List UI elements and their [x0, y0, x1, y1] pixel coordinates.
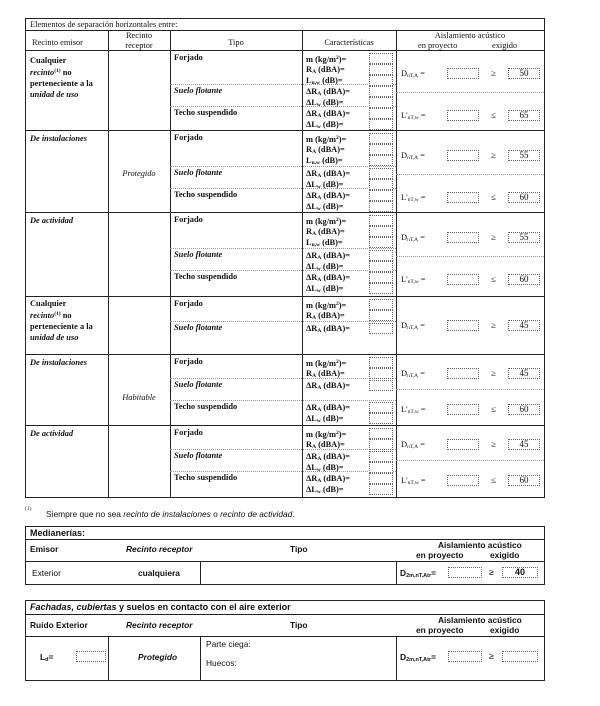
- metric-op: ≤: [491, 274, 496, 284]
- prop-label: ΔRA (dBA)=: [306, 403, 351, 413]
- prop-label: ΔRA (dBA)=: [306, 169, 351, 179]
- prop-input-31[interactable]: [369, 451, 393, 462]
- metric-en-proyecto-input-3[interactable]: [447, 192, 479, 203]
- metric-label: DnT,A =: [401, 233, 425, 243]
- prop-label: ΔLw (dB)=: [306, 98, 344, 108]
- tipo-forjado: Forjado: [174, 215, 203, 224]
- prop-input-29[interactable]: [369, 428, 393, 439]
- prop-input-10[interactable]: [369, 168, 393, 179]
- emisor-instalaciones-habitable: De instalaciones: [30, 358, 87, 367]
- metric-en-proyecto-input-4[interactable]: [447, 232, 479, 243]
- prop-input-16[interactable]: [369, 237, 393, 248]
- metric-en-proyecto-input-7[interactable]: [447, 368, 479, 379]
- metric-en-proyecto-input-2[interactable]: [447, 150, 479, 161]
- prop-input-7[interactable]: [369, 133, 393, 144]
- metric-label: DnT,A =: [401, 321, 425, 331]
- footnote-mark: (1): [25, 506, 32, 512]
- tipo-suelo-flotante: Suelo flotante: [174, 323, 223, 332]
- prop-label: ΔLw (dB)=: [306, 202, 344, 212]
- prop-input-15[interactable]: [369, 226, 393, 237]
- prop-label: ΔRA (dBA)=: [306, 273, 351, 283]
- emisor-actividad-protegido: De actividad: [30, 216, 74, 225]
- prop-input-0[interactable]: [369, 53, 393, 64]
- fachadas-title: Fachadas, cubiertas y suelos en contacto con el aire exterior: [30, 602, 291, 612]
- prop-label: ΔLw (dB)=: [306, 463, 344, 473]
- medianerias-h-receptor: Recinto receptor: [126, 544, 193, 554]
- prop-label: ΔRA (dBA)=: [306, 251, 351, 261]
- metric-en-proyecto-input-10[interactable]: [447, 475, 479, 486]
- prop-input-2[interactable]: [369, 75, 393, 86]
- prop-input-1[interactable]: [369, 64, 393, 75]
- fachadas-h-receptor: Recinto receptor: [126, 620, 193, 630]
- receptor-protegido: Protegido: [122, 169, 156, 178]
- medianerias-h-aislamiento: Aislamiento acústico: [438, 540, 522, 550]
- metric-op: ≤: [491, 475, 496, 485]
- metric-exigido-value: 50: [508, 68, 540, 79]
- emisor-cualquier-protegido: Cualquier recinto$^{(1)}$ no perteneciente a la unidad de uso: [30, 56, 93, 99]
- prop-label: RA (dBA)=: [306, 440, 345, 450]
- prop-label: m $(kg/m^2)=$: [306, 430, 347, 439]
- prop-input-26[interactable]: [369, 380, 393, 391]
- prop-label: RA (dBA)=: [306, 369, 345, 379]
- medianerias-receptor: cualquiera: [138, 568, 180, 578]
- prop-label: ΔRA (dBA)=: [306, 452, 351, 462]
- prop-input-6[interactable]: [369, 119, 393, 130]
- prop-label: ΔLw (dB)=: [306, 180, 344, 190]
- tipo-forjado: Forjado: [174, 428, 203, 437]
- prop-label: ΔRA (dBA)=: [306, 324, 351, 334]
- metric-label: L'nT,w =: [401, 405, 426, 415]
- prop-input-20[interactable]: [369, 283, 393, 294]
- fachadas-huecos: Huecos:: [206, 658, 237, 668]
- metric-en-proyecto-input-0[interactable]: [447, 68, 479, 79]
- fachadas-h-en-proyecto: en proyecto: [416, 625, 464, 635]
- prop-label: ΔRA (dBA)=: [306, 474, 351, 484]
- medianerias-h-exigido: exigido: [490, 550, 520, 560]
- prop-label: RA (dBA)=: [306, 311, 345, 321]
- section-title: Elementos de separación horizontales entre:: [30, 20, 178, 29]
- fachadas-h-exigido: exigido: [490, 625, 520, 635]
- fachadas-metric: D2m,nT,Atr=: [400, 652, 437, 663]
- medianerias-h-en-proyecto: en proyecto: [416, 550, 464, 560]
- prop-input-4[interactable]: [369, 97, 393, 108]
- prop-input-25[interactable]: [369, 368, 393, 379]
- prop-input-19[interactable]: [369, 272, 393, 283]
- metric-op: ≥: [491, 68, 496, 78]
- tipo-techo-suspendido: Techo suspendido: [174, 402, 238, 411]
- metric-exigido-value: 60: [508, 475, 540, 486]
- metric-exigido-value: 45: [508, 368, 540, 379]
- prop-input-22[interactable]: [369, 310, 393, 321]
- prop-label: m $(kg/m^2)=$: [306, 359, 347, 368]
- prop-input-30[interactable]: [369, 439, 393, 450]
- fachadas-h-aislamiento: Aislamiento acústico: [438, 615, 522, 625]
- prop-input-5[interactable]: [369, 108, 393, 119]
- fachadas-receptor: Protegido: [138, 652, 178, 662]
- metric-op: ≤: [491, 192, 496, 202]
- metric-op: ≥: [491, 232, 496, 242]
- fachadas-en-proyecto-input[interactable]: [448, 651, 482, 662]
- prop-input-27[interactable]: [369, 402, 393, 413]
- metric-exigido-value: 45: [508, 320, 540, 331]
- fachadas-ld-label: Ld=: [40, 652, 54, 663]
- prop-input-3[interactable]: [369, 86, 393, 97]
- prop-label: ΔLw (dB)=: [306, 485, 344, 495]
- metric-op: ≤: [491, 110, 496, 120]
- metric-exigido-value: 65: [508, 110, 540, 121]
- metric-label: L'nT,w =: [401, 275, 426, 285]
- fachadas-h-tipo: Tipo: [290, 620, 308, 630]
- emisor-actividad-habitable: De actividad: [30, 429, 74, 438]
- prop-input-34[interactable]: [369, 484, 393, 495]
- medianerias-exigido-value: 40: [502, 567, 538, 578]
- prop-label: ΔLw (dB)=: [306, 414, 344, 424]
- medianerias-en-proyecto-input[interactable]: [448, 567, 482, 578]
- fachadas-exigido-input[interactable]: [502, 651, 538, 662]
- prop-label: m $(kg/m^2)=$: [306, 217, 347, 226]
- medianerias-op: ≥: [489, 567, 494, 577]
- metric-en-proyecto-input-8[interactable]: [447, 404, 479, 415]
- prop-label: ΔRA (dBA)=: [306, 381, 351, 391]
- metric-en-proyecto-input-5[interactable]: [447, 274, 479, 285]
- prop-label: ΔRA (dBA)=: [306, 109, 351, 119]
- prop-label: Ln,w (dB)=: [306, 156, 343, 166]
- prop-label: m $(kg/m^2)=$: [306, 135, 347, 144]
- metric-en-proyecto-input-6[interactable]: [447, 320, 479, 331]
- prop-label: RA (dBA)=: [306, 227, 345, 237]
- tipo-suelo-flotante: Suelo flotante: [174, 168, 223, 177]
- header-aislamiento: Aislamiento acústico: [434, 31, 506, 40]
- tipo-techo-suspendido: Techo suspendido: [174, 473, 238, 482]
- prop-label: ΔLw (dB)=: [306, 284, 344, 294]
- metric-label: DnT,A =: [401, 369, 425, 379]
- metric-label: DnT,A =: [401, 440, 425, 450]
- prop-input-11[interactable]: [369, 179, 393, 190]
- header-exigido: exigido: [492, 41, 518, 50]
- metric-exigido-value: 60: [508, 404, 540, 415]
- tipo-suelo-flotante: Suelo flotante: [174, 451, 223, 460]
- fachadas-op: ≥: [489, 651, 494, 661]
- metric-op: ≤: [491, 404, 496, 414]
- metric-label: L'nT,w =: [401, 193, 426, 203]
- prop-input-12[interactable]: [369, 190, 393, 201]
- prop-label: RA (dBA)=: [306, 145, 345, 155]
- prop-label: ΔLw (dB)=: [306, 120, 344, 130]
- fachadas-parte-ciega: Parte ciega:: [206, 639, 251, 649]
- metric-exigido-value: 55: [508, 232, 540, 243]
- fachadas-ld-input[interactable]: [76, 651, 106, 662]
- header-recinto-emisor: Recinto emisor: [32, 38, 83, 47]
- header-en-proyecto: en proyecto: [418, 41, 458, 50]
- metric-exigido-value: 60: [508, 274, 540, 285]
- tipo-forjado: Forjado: [174, 53, 203, 62]
- metric-op: ≥: [491, 368, 496, 378]
- tipo-techo-suspendido: Techo suspendido: [174, 190, 238, 199]
- prop-label: RA (dBA)=: [306, 65, 345, 75]
- prop-input-32[interactable]: [369, 462, 393, 473]
- prop-input-8[interactable]: [369, 144, 393, 155]
- prop-label: m $(kg/m^2)=$: [306, 55, 347, 64]
- fachadas-h-ruido: Ruido Exterior: [30, 620, 88, 630]
- header-tipo: Tipo: [228, 38, 244, 47]
- prop-input-18[interactable]: [369, 261, 393, 272]
- metric-en-proyecto-input-1[interactable]: [447, 110, 479, 121]
- metric-op: ≥: [491, 439, 496, 449]
- prop-input-28[interactable]: [369, 413, 393, 424]
- tipo-suelo-flotante: Suelo flotante: [174, 380, 223, 389]
- medianerias-h-emisor: Emisor: [30, 544, 59, 554]
- header-caracteristicas: Características: [324, 38, 374, 47]
- metric-exigido-value: 55: [508, 150, 540, 161]
- prop-input-13[interactable]: [369, 201, 393, 212]
- tipo-techo-suspendido: Techo suspendido: [174, 108, 238, 117]
- medianerias-metric: D2m,nT,Atr=: [400, 568, 437, 579]
- prop-input-33[interactable]: [369, 473, 393, 484]
- header-recinto-receptor-2: receptor: [125, 41, 153, 50]
- prop-label: m $(kg/m^2)=$: [306, 301, 347, 310]
- metric-op: ≥: [491, 320, 496, 330]
- prop-input-14[interactable]: [369, 215, 393, 226]
- tipo-suelo-flotante: Suelo flotante: [174, 86, 223, 95]
- header-recinto-receptor-1: Recinto: [125, 31, 153, 40]
- footnote-text: Siempre que no sea recinto de instalaciones o recinto de actividad.: [46, 509, 295, 519]
- prop-input-21[interactable]: [369, 299, 393, 310]
- prop-label: ΔRA (dBA)=: [306, 191, 351, 201]
- metric-exigido-value: 45: [508, 439, 540, 450]
- medianerias-title: Medianerías:: [30, 528, 86, 538]
- emisor-cualquier-habitable: Cualquier recinto$^{(1)}$ no perteneciente a la unidad de uso: [30, 299, 93, 342]
- prop-label: ΔRA (dBA)=: [306, 87, 351, 97]
- metric-label: L'nT,w =: [401, 111, 426, 121]
- emisor-instalaciones-protegido: De instalaciones: [30, 134, 87, 143]
- metric-label: DnT,A =: [401, 151, 425, 161]
- medianerias-emisor: Exterior: [32, 568, 61, 578]
- tipo-forjado: Forjado: [174, 357, 203, 366]
- prop-label: Ln,w (dB)=: [306, 76, 343, 86]
- tipo-suelo-flotante: Suelo flotante: [174, 250, 223, 259]
- prop-input-9[interactable]: [369, 155, 393, 166]
- medianerias-h-tipo: Tipo: [290, 544, 308, 554]
- prop-input-24[interactable]: [369, 357, 393, 368]
- receptor-habitable: Habitable: [122, 393, 156, 402]
- metric-op: ≥: [491, 150, 496, 160]
- tipo-techo-suspendido: Techo suspendido: [174, 272, 238, 281]
- metric-exigido-value: 60: [508, 192, 540, 203]
- tipo-forjado: Forjado: [174, 133, 203, 142]
- metric-label: DnT,A =: [401, 69, 425, 79]
- prop-input-23[interactable]: [369, 323, 393, 334]
- prop-input-17[interactable]: [369, 250, 393, 261]
- tipo-forjado: Forjado: [174, 299, 203, 308]
- metric-en-proyecto-input-9[interactable]: [447, 439, 479, 450]
- prop-label: ΔLw (dB)=: [306, 262, 344, 272]
- metric-label: L'nT,w =: [401, 476, 426, 486]
- prop-label: Ln,w (dB)=: [306, 238, 343, 248]
